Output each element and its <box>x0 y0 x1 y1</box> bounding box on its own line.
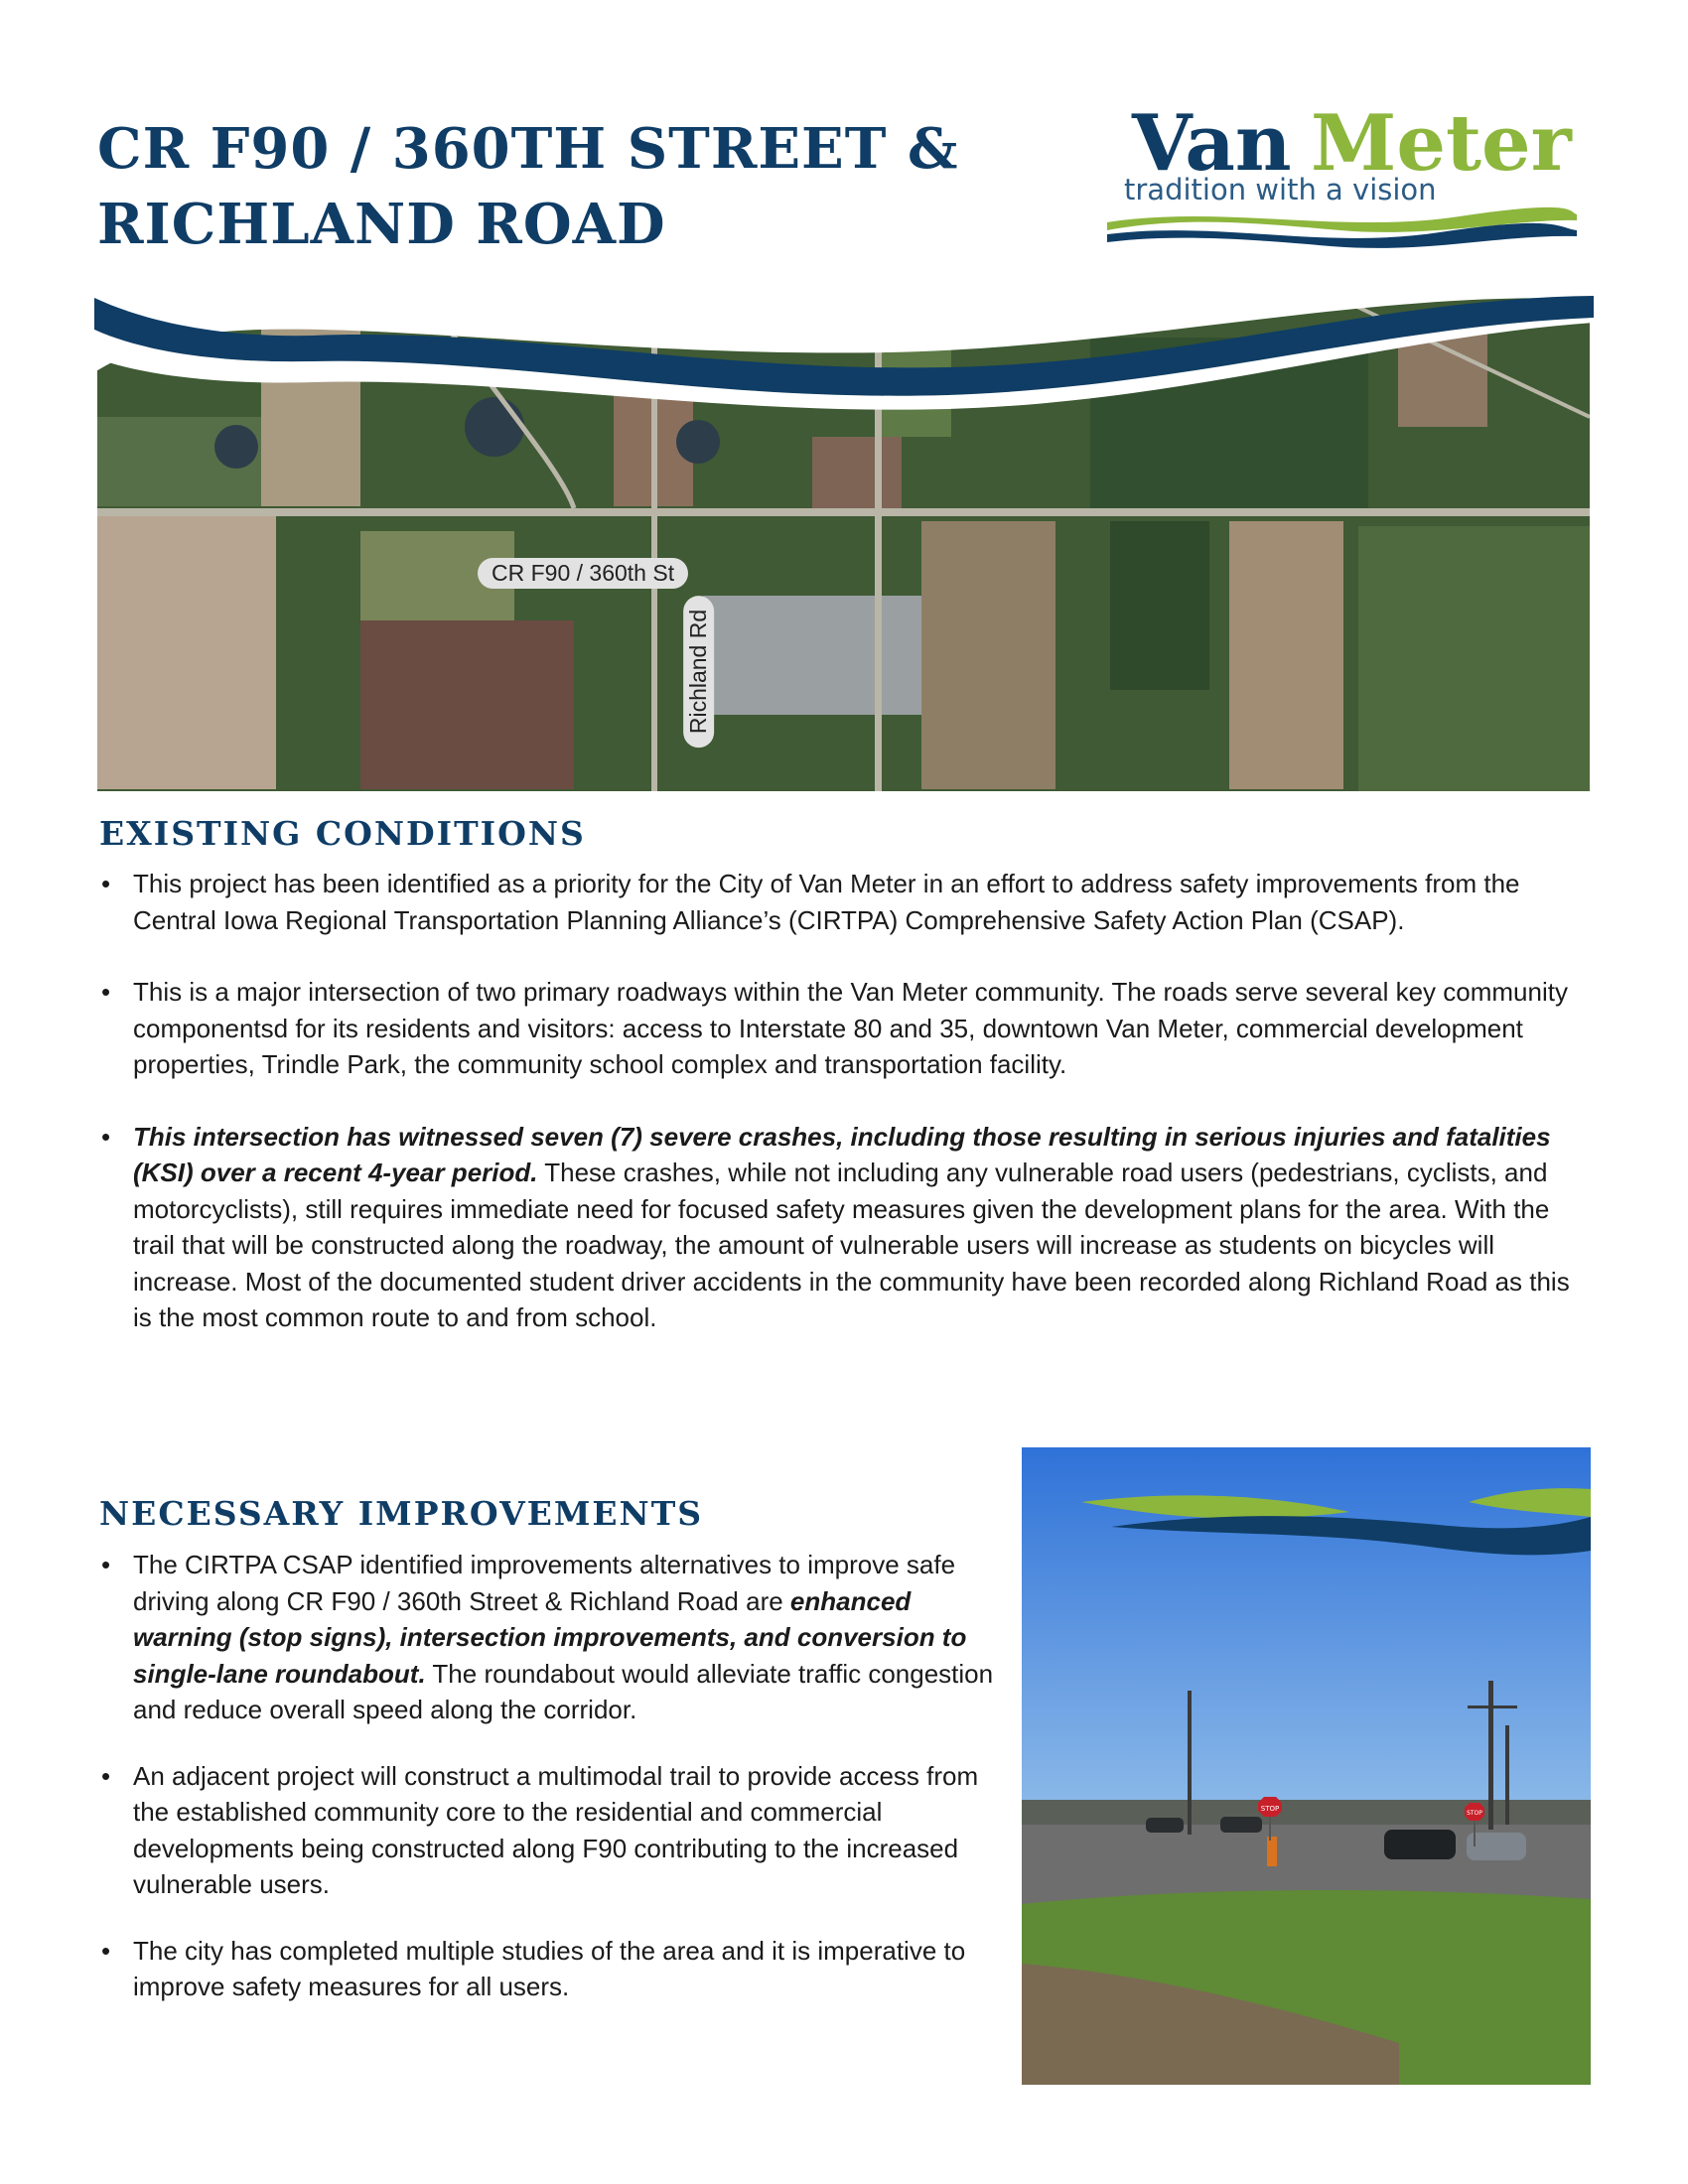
logo-tagline: tradition with a vision <box>1124 173 1437 206</box>
existing-conditions-list <box>99 866 1589 1372</box>
header-wave-icon <box>94 278 1594 417</box>
logo-word-van: Van <box>1132 98 1292 189</box>
van-meter-logo <box>1102 99 1579 258</box>
existing-conditions-heading: EXISTING CONDITIONS <box>99 814 586 853</box>
bullet-text: The roundabout would alleviate traffic congestion and reduce overall speed along the corridor. <box>133 1658 994 1724</box>
necessary-improvements-list <box>99 1547 1013 2035</box>
road-label-f90: CR F90 / 360th St <box>478 558 688 589</box>
logo-waves-icon <box>1102 205 1579 254</box>
list-item <box>99 866 1589 938</box>
title-line-1: CR F90 / 360TH STREET & <box>97 116 959 182</box>
list-item <box>99 974 1589 1083</box>
bullet-text: The city has completed multiple studies of the area and it is imperative to improve safety measures for all users. <box>133 1935 966 2001</box>
stop-sign-2-text: STOP <box>1467 1810 1482 1817</box>
logo-word-meter: Meter <box>1311 98 1572 189</box>
road-label-richland: Richland Rd <box>683 596 714 748</box>
stop-sign-1-text: STOP <box>1260 1805 1280 1813</box>
bullet-lead-text: This intersection has witnessed seven (7) severe crashes, including those resulting in serious injuries and fatalities (KSI) over a recent 4-year period. <box>133 1121 1551 1187</box>
bullet-text: An adjacent project will construct a multimodal trail to provide access from the established community core to the residential and commercial developments being constructed along F90 contributing to the increased vulnerable users. <box>133 1760 979 1899</box>
page-title <box>97 111 991 262</box>
intersection-photo <box>1022 1447 1591 2085</box>
list-item <box>99 1933 1013 2005</box>
list-item <box>99 1758 1013 1903</box>
bullet-text: The CIRTPA CSAP identified improvements alternatives to improve safe driving along CR F90 / 360th Street & Richland Road are <box>133 1550 956 1616</box>
bullet-text: This project has been identified as a priority for the City of Van Meter in an effort to address safety improvements from the Central Iowa Regional Transportation Planning Alliance’s (CIRTPA) Comprehensive Safety Action Plan (CSAP). <box>133 869 1520 935</box>
title-line-2: RICHLAND ROAD <box>97 192 666 257</box>
intersection-photo-image <box>1022 1447 1591 2085</box>
bullet-text: These crashes, while not including any vulnerable road users (pedestrians, cyclists, and motorcyclists), still requires immediate need for focused safety measures given the development plans for the area. With the trail that will be constructed along the roadway, the amount of vulnerable users will increase as students on bicycles will increase. Most of the documented student driver accidents in the community have been recorded along Richland Road as this is the most common route to and from school. <box>133 1158 1570 1332</box>
bullet-bold-text: enhanced warning (stop signs), intersection improvements, and conversion to single-lane roundabout. <box>133 1585 967 1689</box>
necessary-improvements-heading: NECESSARY IMPROVEMENTS <box>99 1494 704 1533</box>
list-item <box>99 1119 1589 1336</box>
bullet-text: This is a major intersection of two primary roadways within the Van Meter community. The roads serve several key community componentsd for its residents and visitors: access to Interstate 80 and 35, downtown Van Meter, commercial development properties, Trindle Park, the community school complex and transportation facility. <box>133 977 1568 1079</box>
list-item <box>99 1547 1013 1728</box>
